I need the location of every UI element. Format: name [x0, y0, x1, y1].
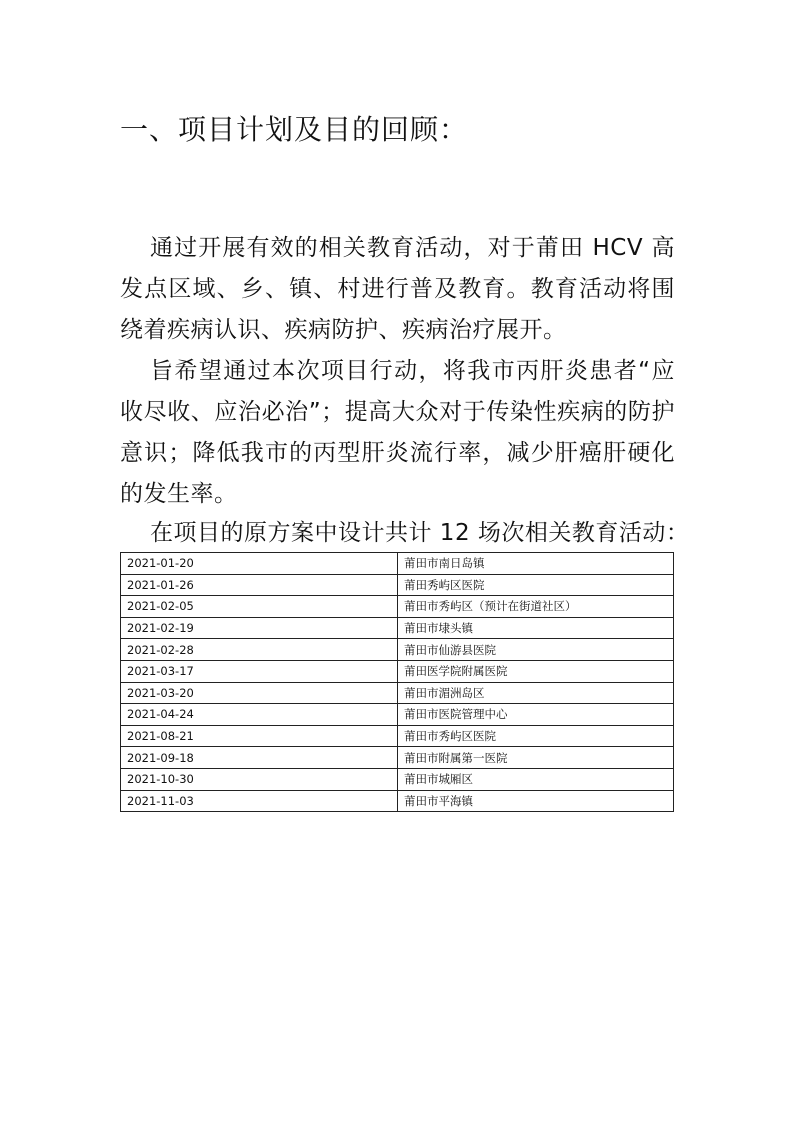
event-location-cell: 莆田市湄洲岛区: [398, 682, 674, 704]
event-location-cell: 莆田市平海镇: [398, 790, 674, 812]
event-date-cell: 2021-02-05: [121, 596, 398, 618]
body-text: [120, 228, 675, 515]
paragraph-education-activities: 通过开展有效的相关教育活动，对于莆田 HCV 高发点区域、乡、镇、村进行普及教育。教育活动将围绕着疾病认识、疾病防护、疾病治疗展开。: [120, 235, 675, 343]
table-row: [121, 553, 674, 575]
table-row: [121, 617, 674, 639]
table-row: [121, 574, 674, 596]
table-row: [121, 790, 674, 812]
table-row: [121, 639, 674, 661]
table-row: [121, 725, 674, 747]
table-row: [121, 682, 674, 704]
event-date-cell: 2021-09-18: [121, 747, 398, 769]
section-heading: 一、项目计划及目的回顾：: [120, 113, 469, 146]
event-date-cell: 2021-03-17: [121, 660, 398, 682]
paragraph-project-goals: 旨希望通过本次项目行动，将我市丙肝炎患者“应收尽收、应治必治”；提高大众对于传染性疾病的防护意识；降低我市的丙型肝炎流行率，减少肝癌肝硬化的发生率。: [120, 358, 675, 507]
event-date-cell: 2021-10-30: [121, 768, 398, 790]
table-row: [121, 596, 674, 618]
event-location-cell: 莆田市秀屿区医院: [398, 725, 674, 747]
table-row: [121, 768, 674, 790]
event-date-cell: 2021-11-03: [121, 790, 398, 812]
table-row: [121, 660, 674, 682]
event-location-cell: 莆田市城厢区: [398, 768, 674, 790]
event-location-cell: 莆田秀屿区医院: [398, 574, 674, 596]
table-row: [121, 747, 674, 769]
event-location-cell: 莆田市医院管理中心: [398, 704, 674, 726]
event-date-cell: 2021-01-20: [121, 553, 398, 575]
event-date-cell: 2021-03-20: [121, 682, 398, 704]
schedule-table: [120, 552, 674, 812]
event-date-cell: 2021-08-21: [121, 725, 398, 747]
event-date-cell: 2021-01-26: [121, 574, 398, 596]
event-location-cell: 莆田市附属第一医院: [398, 747, 674, 769]
event-location-cell: 莆田市仙游县医院: [398, 639, 674, 661]
event-date-cell: 2021-02-19: [121, 617, 398, 639]
event-date-cell: 2021-04-24: [121, 704, 398, 726]
event-date-cell: 2021-02-28: [121, 639, 398, 661]
event-location-cell: 莆田医学院附属医院: [398, 660, 674, 682]
event-location-cell: 莆田市南日岛镇: [398, 553, 674, 575]
event-location-cell: 莆田市埭头镇: [398, 617, 674, 639]
event-location-cell: 莆田市秀屿区（预计在街道社区）: [398, 596, 674, 618]
table-row: [121, 704, 674, 726]
table-intro: 在项目的原方案中设计共计 12 场次相关教育活动：: [150, 520, 690, 546]
